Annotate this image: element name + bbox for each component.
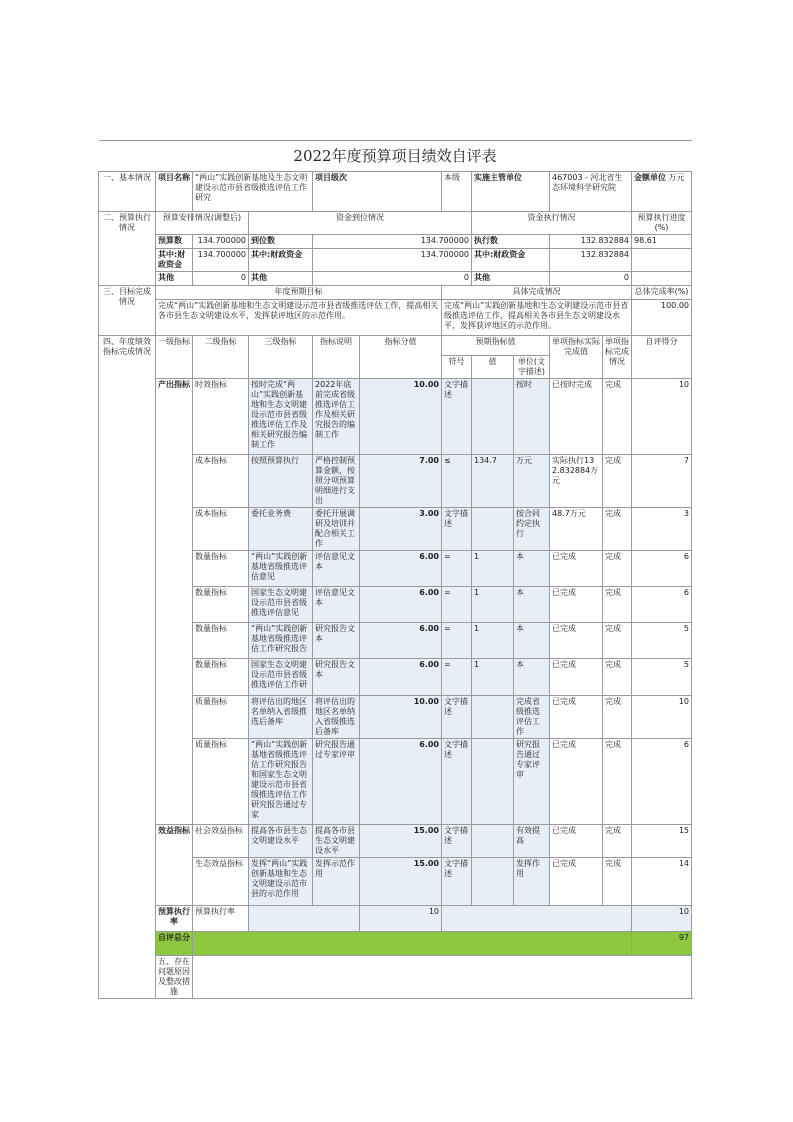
amount-unit-cell [632,172,692,212]
table-row-score: 10 [632,379,692,455]
table-row-unit: 本 [514,551,550,587]
table-row-status: 完成 [603,551,632,587]
table-row-weight: 6.00 [360,623,442,659]
table-row-l3: “两山”实践创新基地省级推选评估工作研究报告和国家生态文明建设示范市县省级推选评估工作研究报告通过专家 [249,739,313,825]
table-row-weight: 6.00 [360,551,442,587]
table-row-val [472,696,514,739]
table-row-l3: “两山”实践创新基地省级推选评估工作研究报告 [249,623,313,659]
table-row-sym: 文字描述 [442,858,472,906]
table-row-weight: 10.00 [360,379,442,455]
total-score-value: 97 [632,932,692,956]
table-row-val [472,508,514,551]
table-row-weight: 6.00 [360,587,442,623]
ind-header-l3: 三级指标 [249,336,313,379]
table-row-weight: 6.00 [360,659,442,696]
exec-fiscal-value: 132.832884 [550,249,632,272]
project-level-label: 项目级次 [313,172,442,212]
section-budget: 二、预算执行情况 [99,212,156,286]
table-row-actual: 48.7万元 [550,508,603,551]
table-row-unit: 万元 [514,455,550,508]
table-row-unit: 发挥作用 [514,858,550,906]
budget-rate-sub-label: 预算执行率 [193,906,249,932]
table-row-score: 6 [632,587,692,623]
budget-header-exec: 资金执行情况 [472,212,632,235]
project-name-label: 项目名称 [156,172,193,212]
table-row-actual: 已完成 [550,739,603,825]
table-row-desc: 委托开展调研及培训并配合相关工作 [313,508,360,551]
table-row-sym: = [442,623,472,659]
budget-rate-weight: 10 [360,906,442,932]
table-row-desc: 将评估出的地区名单纳入省级推选后备库 [313,696,360,739]
arrival-value: 134.700000 [313,235,472,249]
table-row-score: 5 [632,623,692,659]
ind-header-sym: 符号 [442,356,472,379]
evaluation-table [98,140,692,999]
table-row-status: 完成 [603,379,632,455]
table-row-l2: 时效指标 [193,379,249,455]
budget-other-value: 0 [193,272,249,286]
table-row-val [472,379,514,455]
table-row-l3: 发挥“两山”实践创新基地和生态文明建设示范市县的示范作用 [249,858,313,906]
table-row-weight: 15.00 [360,825,442,858]
table-row-sym: = [442,587,472,623]
table-row-actual: 已按时完成 [550,379,603,455]
ind-header-actual: 单项指标实际完成值 [550,336,603,379]
dept-label: 实施主管单位 [472,172,550,212]
ind-header-unit: 单位(文字描述) [514,356,550,379]
table-row-actual: 已完成 [550,623,603,659]
table-row-val [472,825,514,858]
budget-rate-blank-2 [442,906,632,932]
table-row-score: 6 [632,551,692,587]
table-row-l3: 按时完成“两山”实践创新基地和生态文明建设示范市县省级推选评估工作及相关研究报告编制工作 [249,379,313,455]
table-row-l2: 质量指标 [193,696,249,739]
table-row-score: 7 [632,455,692,508]
table-row-status: 完成 [603,508,632,551]
table-row-actual: 已完成 [550,696,603,739]
table-row-status: 完成 [603,659,632,696]
table-row-val: 1 [472,587,514,623]
goal-target-text: 完成“两山”实践创新基地和生态文明建设示范市县省级推选评估工作，提高相关各市县生态文明建设水平，发挥获评地区的示范作用。 [156,300,442,336]
project-name-value: “两山”实践创新基地及生态文明建设示范市县省级推选评估工作研究 [193,172,313,212]
progress-value: 98.61 [632,235,692,249]
table-row-status: 完成 [603,455,632,508]
table-row-sym: 文字描述 [442,739,472,825]
project-level-value: 本级 [442,172,472,212]
table-row-status: 完成 [603,739,632,825]
group-benefit-label: 效益指标 [156,825,193,906]
table-row-unit: 完成省级推选评估工作 [514,696,550,739]
exec-fiscal-label: 其中:财政资金 [472,249,550,272]
table-row-score: 6 [632,739,692,825]
table-row-desc: 研究报告文本 [313,623,360,659]
table-row-l2: 成本指标 [193,455,249,508]
table-row-unit: 本 [514,659,550,696]
table-row-unit: 本 [514,623,550,659]
section-basic: 一、基本情况 [99,172,156,212]
table-row-sym: = [442,659,472,696]
progress-other-value [632,272,692,286]
budget-header-arrival: 资金到位情况 [249,212,472,235]
table-row-l3: 国家生态文明建设示范市县省级推选评估工作研 [249,659,313,696]
budget-rate-score: 10 [632,906,692,932]
table-row-unit: 研究报告通过专家评审 [514,739,550,825]
exec-other-value: 0 [550,272,632,286]
budget-value: 134.700000 [193,235,249,249]
ind-header-desc: 指标说明 [313,336,360,379]
goal-header-rate: 总体完成率(%) [632,286,692,300]
group-output-label: 产出指标 [156,379,193,825]
table-row-weight: 15.00 [360,858,442,906]
table-row-status: 完成 [603,587,632,623]
table-row-desc: 2022年底前完成省级推选评估工作及相关研究报告的编制工作 [313,379,360,455]
table-row-l2: 社会效益指标 [193,825,249,858]
table-row-l3: “两山”实践创新基地省级推选评估意见 [249,551,313,587]
table-row-desc: 研究报告文本 [313,659,360,696]
goal-header-actual: 具体完成情况 [442,286,632,300]
budget-rate-label: 预算执行率 [156,906,193,932]
table-row-actual: 已完成 [550,825,603,858]
section-goal: 三、目标完成情况 [99,286,156,336]
table-row-unit: 本 [514,587,550,623]
table-row-status: 完成 [603,696,632,739]
table-row-actual: 实际执行132.832884万元 [550,455,603,508]
budget-rate-blank [249,906,360,932]
table-row-l3: 按照预算执行 [249,455,313,508]
budget-header-plan: 预算安排情况(调整后) [156,212,249,235]
table-row-l2: 成本指标 [193,508,249,551]
section-issues: 五、存在问题原因及整改措施 [156,956,193,999]
budget-fiscal-label: 其中:财政资金 [156,249,193,272]
table-row-weight: 10.00 [360,696,442,739]
budget-header-progress: 预算执行进度(%) [632,212,692,235]
table-row-l2: 数量指标 [193,587,249,623]
budget-fiscal-value: 134.700000 [193,249,249,272]
dept-value: 467003 - 河北省生态环境科学研究院 [550,172,632,212]
progress-fiscal-value [632,249,692,272]
table-row-sym: 文字描述 [442,825,472,858]
amount-unit-value: 万元 [668,173,685,182]
table-row-score: 3 [632,508,692,551]
table-row-weight: 3.00 [360,508,442,551]
table-row-l3: 国家生态文明建设示范市县省级推选评估意见 [249,587,313,623]
table-row-desc: 评估意见文本 [313,551,360,587]
table-row-sym: 文字描述 [442,696,472,739]
table-row-score: 5 [632,659,692,696]
table-row-l3: 将评估出的地区名单纳入省级推选后备库 [249,696,313,739]
arrival-other-value: 0 [313,272,472,286]
arrival-fiscal-value: 134.700000 [313,249,472,272]
table-row-actual: 已完成 [550,659,603,696]
table-row-weight: 6.00 [360,739,442,825]
ind-header-status: 单项指标完成情况 [603,336,632,379]
exec-other-label: 其他 [472,272,550,286]
table-row-val [472,739,514,825]
table-row-l3: 提高各市县生态文明建设水平 [249,825,313,858]
arrival-other-label: 其他 [249,272,313,286]
budget-label: 预算数 [156,235,193,249]
table-row-sym: = [442,551,472,587]
table-row-desc: 严格控制预算金额，按照分项预算明细进行支出 [313,455,360,508]
goal-header-target: 年度预期目标 [156,286,442,300]
exec-label: 执行数 [472,235,550,249]
table-row-score: 10 [632,696,692,739]
table-row-status: 完成 [603,858,632,906]
total-score-label: 自评总分 [156,932,193,956]
goal-actual-text: 完成“两山”实践创新基地和生态文明建设示范市县省级推选评估工作，提高相关各市县生态文明建设水平，发挥获评地区的示范作用。 [442,300,632,336]
table-row-sym: 文字描述 [442,379,472,455]
amount-unit-label: 金额单位 [634,173,666,182]
table-row-score: 15 [632,825,692,858]
table-row-desc: 研究报告通过专家评审 [313,739,360,825]
table-row-val: 1 [472,623,514,659]
total-score-blank [193,932,632,956]
issues-content [193,956,692,999]
table-row-val: 134.7 [472,455,514,508]
table-row-score: 14 [632,858,692,906]
section-indicators: 四、年度绩效指标完成情况 [99,336,156,999]
table-row-actual: 已完成 [550,858,603,906]
exec-value: 132.832884 [550,235,632,249]
table-row-desc: 提高各市县生态文明建设水平 [313,825,360,858]
table-row-status: 完成 [603,825,632,858]
ind-header-expected: 预期指标值 [442,336,550,356]
table-row-l2: 生态效益指标 [193,858,249,906]
goal-rate-value: 100.00 [632,300,692,336]
table-row-val [472,858,514,906]
table-row-l3: 委托业务费 [249,508,313,551]
table-row-unit: 按合同约定执行 [514,508,550,551]
table-row-unit: 有效提高 [514,825,550,858]
table-row-actual: 已完成 [550,551,603,587]
table-row-status: 完成 [603,623,632,659]
ind-header-l1: 一级指标 [156,336,193,379]
ind-header-val: 值 [472,356,514,379]
table-row-desc: 发挥示范作用 [313,858,360,906]
ind-header-score: 自评得分 [632,336,692,379]
evaluation-sheet [98,140,691,999]
arrival-label: 到位数 [249,235,313,249]
table-row-weight: 7.00 [360,455,442,508]
table-row-unit: 按时 [514,379,550,455]
table-row-desc: 评估意见文本 [313,587,360,623]
arrival-fiscal-label: 其中:财政资金 [249,249,313,272]
table-row-sym: 文字描述 [442,508,472,551]
table-row-actual: 已完成 [550,587,603,623]
page-title: 2022年度预算项目绩效自评表 [99,141,692,172]
budget-other-label: 其他 [156,272,193,286]
table-row-val: 1 [472,659,514,696]
table-row-val: 1 [472,551,514,587]
table-row-l2: 数量指标 [193,623,249,659]
ind-header-weight: 指标分值 [360,336,442,379]
table-row-l2: 数量指标 [193,659,249,696]
table-row-sym: ≤ [442,455,472,508]
table-row-l2: 数量指标 [193,551,249,587]
ind-header-l2: 二级指标 [193,336,249,379]
table-row-l2: 质量指标 [193,739,249,825]
